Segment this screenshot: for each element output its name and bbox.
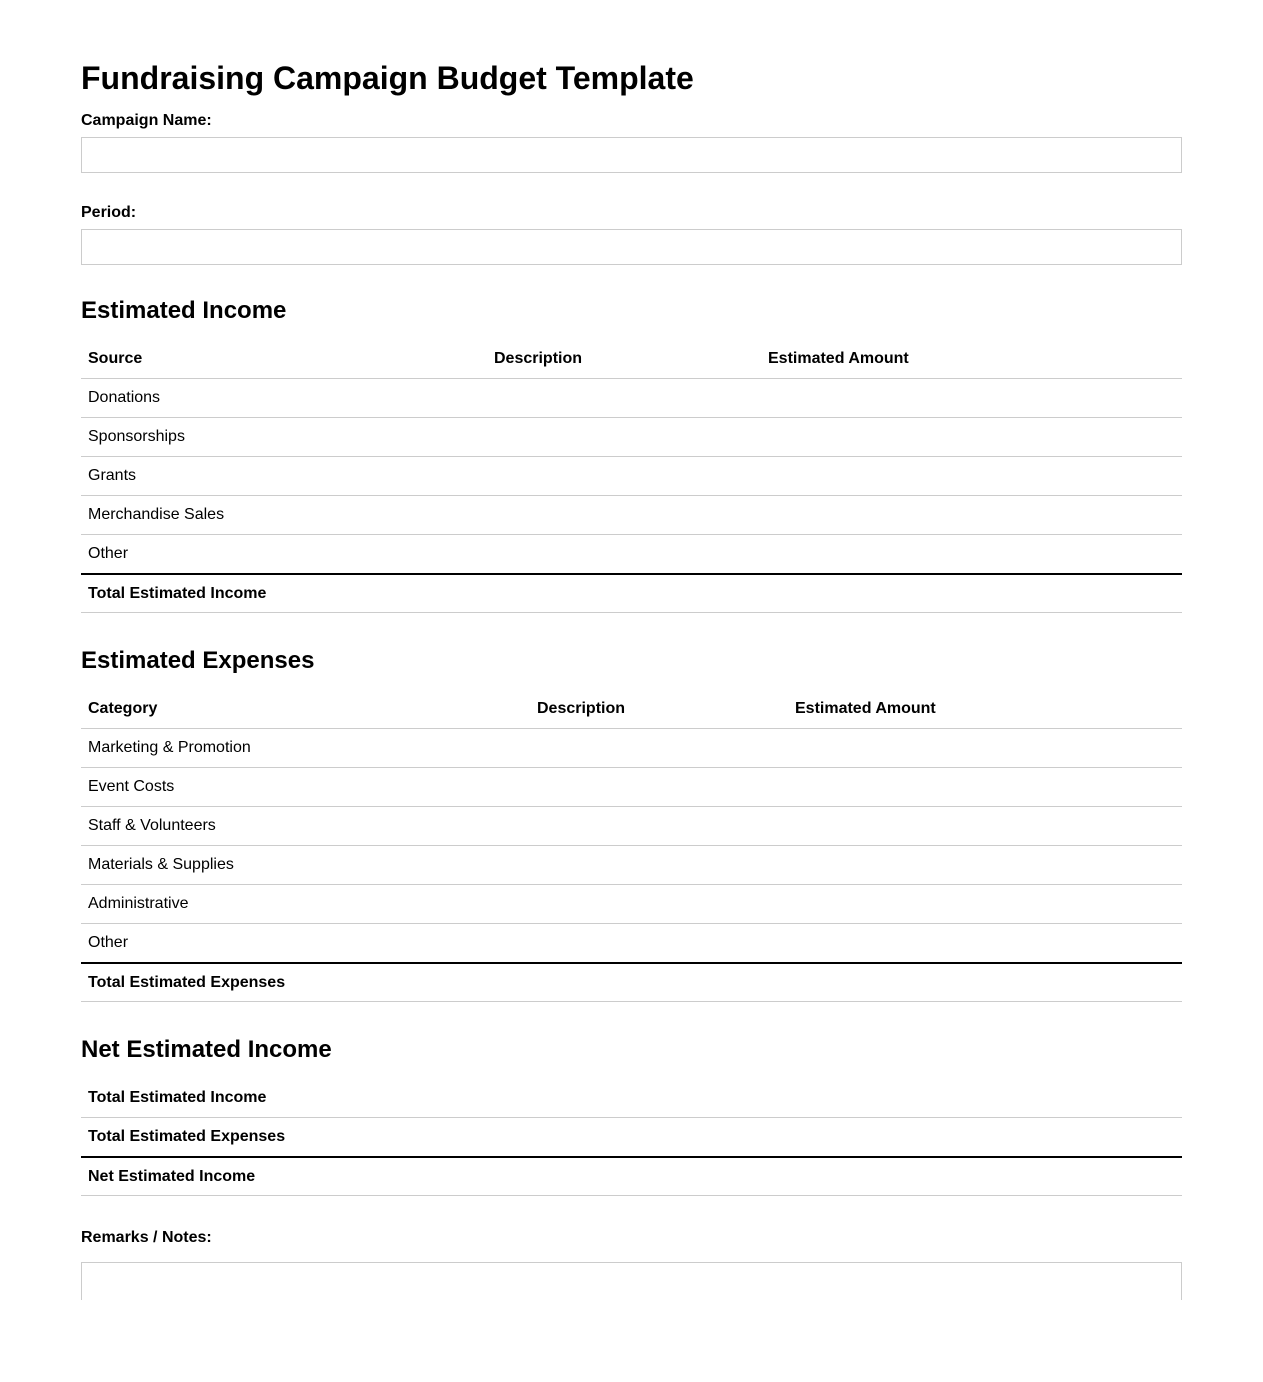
net-amount-cell[interactable] [487, 1157, 1182, 1196]
table-row [81, 1118, 1182, 1158]
row-label: Event Costs [81, 768, 530, 807]
table-row [81, 457, 1182, 496]
row-label: Grants [81, 457, 487, 496]
description-cell[interactable] [530, 807, 788, 846]
column-header: Description [487, 340, 761, 379]
table-row [81, 768, 1182, 807]
description-cell[interactable] [487, 457, 761, 496]
row-label: Sponsorships [81, 418, 487, 457]
total-label: Net Estimated Income [81, 1157, 487, 1196]
period-input[interactable] [81, 229, 1182, 265]
description-cell[interactable] [487, 496, 761, 535]
table-row [81, 1079, 1182, 1118]
column-header: Estimated Amount [788, 690, 1182, 729]
total-label: Total Estimated Expenses [81, 963, 530, 1002]
amount-cell[interactable] [487, 1079, 1182, 1118]
net-heading: Net Estimated Income [81, 1036, 332, 1063]
description-cell[interactable] [487, 418, 761, 457]
column-header: Category [81, 690, 530, 729]
amount-cell[interactable] [761, 418, 1182, 457]
row-label: Total Estimated Expenses [81, 1118, 487, 1158]
amount-cell[interactable] [788, 885, 1182, 924]
row-label: Staff & Volunteers [81, 807, 530, 846]
amount-cell[interactable] [788, 729, 1182, 768]
total-row [81, 1157, 1182, 1196]
table-row [81, 535, 1182, 575]
row-label: Total Estimated Income [81, 1079, 487, 1118]
row-label: Other [81, 924, 530, 964]
net-table [81, 1079, 1182, 1196]
period-label: Period: [81, 204, 137, 221]
column-header: Estimated Amount [761, 340, 1182, 379]
description-cell[interactable] [530, 846, 788, 885]
remarks-textarea[interactable] [81, 1262, 1182, 1300]
table-row [81, 846, 1182, 885]
amount-cell[interactable] [761, 457, 1182, 496]
amount-cell[interactable] [761, 535, 1182, 575]
amount-cell[interactable] [761, 496, 1182, 535]
total-amount-cell[interactable] [761, 574, 1182, 613]
total-row [81, 574, 1182, 613]
amount-cell[interactable] [788, 846, 1182, 885]
amount-cell[interactable] [788, 924, 1182, 964]
description-cell[interactable] [487, 535, 761, 575]
row-label: Donations [81, 379, 487, 418]
description-cell[interactable] [530, 885, 788, 924]
column-header: Description [530, 690, 788, 729]
total-label: Total Estimated Income [81, 574, 487, 613]
expenses-table [81, 690, 1182, 1002]
income-heading: Estimated Income [81, 297, 287, 324]
table-row [81, 924, 1182, 964]
amount-cell[interactable] [788, 807, 1182, 846]
campaign-name-input[interactable] [81, 137, 1182, 173]
table-row [81, 729, 1182, 768]
table-row [81, 418, 1182, 457]
row-label: Administrative [81, 885, 530, 924]
total-row [81, 963, 1182, 1002]
expenses-heading: Estimated Expenses [81, 647, 315, 674]
table-header-row [81, 340, 1182, 379]
table-row [81, 379, 1182, 418]
row-label: Materials & Supplies [81, 846, 530, 885]
column-header: Source [81, 340, 487, 379]
amount-cell[interactable] [788, 768, 1182, 807]
row-label: Marketing & Promotion [81, 729, 530, 768]
remarks-label: Remarks / Notes: [81, 1229, 212, 1246]
description-cell[interactable] [530, 729, 788, 768]
campaign-name-label: Campaign Name: [81, 112, 212, 129]
row-label: Merchandise Sales [81, 496, 487, 535]
amount-cell[interactable] [761, 379, 1182, 418]
table-row [81, 807, 1182, 846]
row-label: Other [81, 535, 487, 575]
amount-cell[interactable] [487, 1118, 1182, 1158]
table-row [81, 885, 1182, 924]
description-cell[interactable] [530, 768, 788, 807]
description-cell[interactable] [487, 379, 761, 418]
page-title: Fundraising Campaign Budget Template [81, 60, 694, 96]
income-table [81, 340, 1182, 613]
table-row [81, 496, 1182, 535]
description-cell[interactable] [530, 924, 788, 964]
table-header-row [81, 690, 1182, 729]
total-amount-cell[interactable] [788, 963, 1182, 1002]
